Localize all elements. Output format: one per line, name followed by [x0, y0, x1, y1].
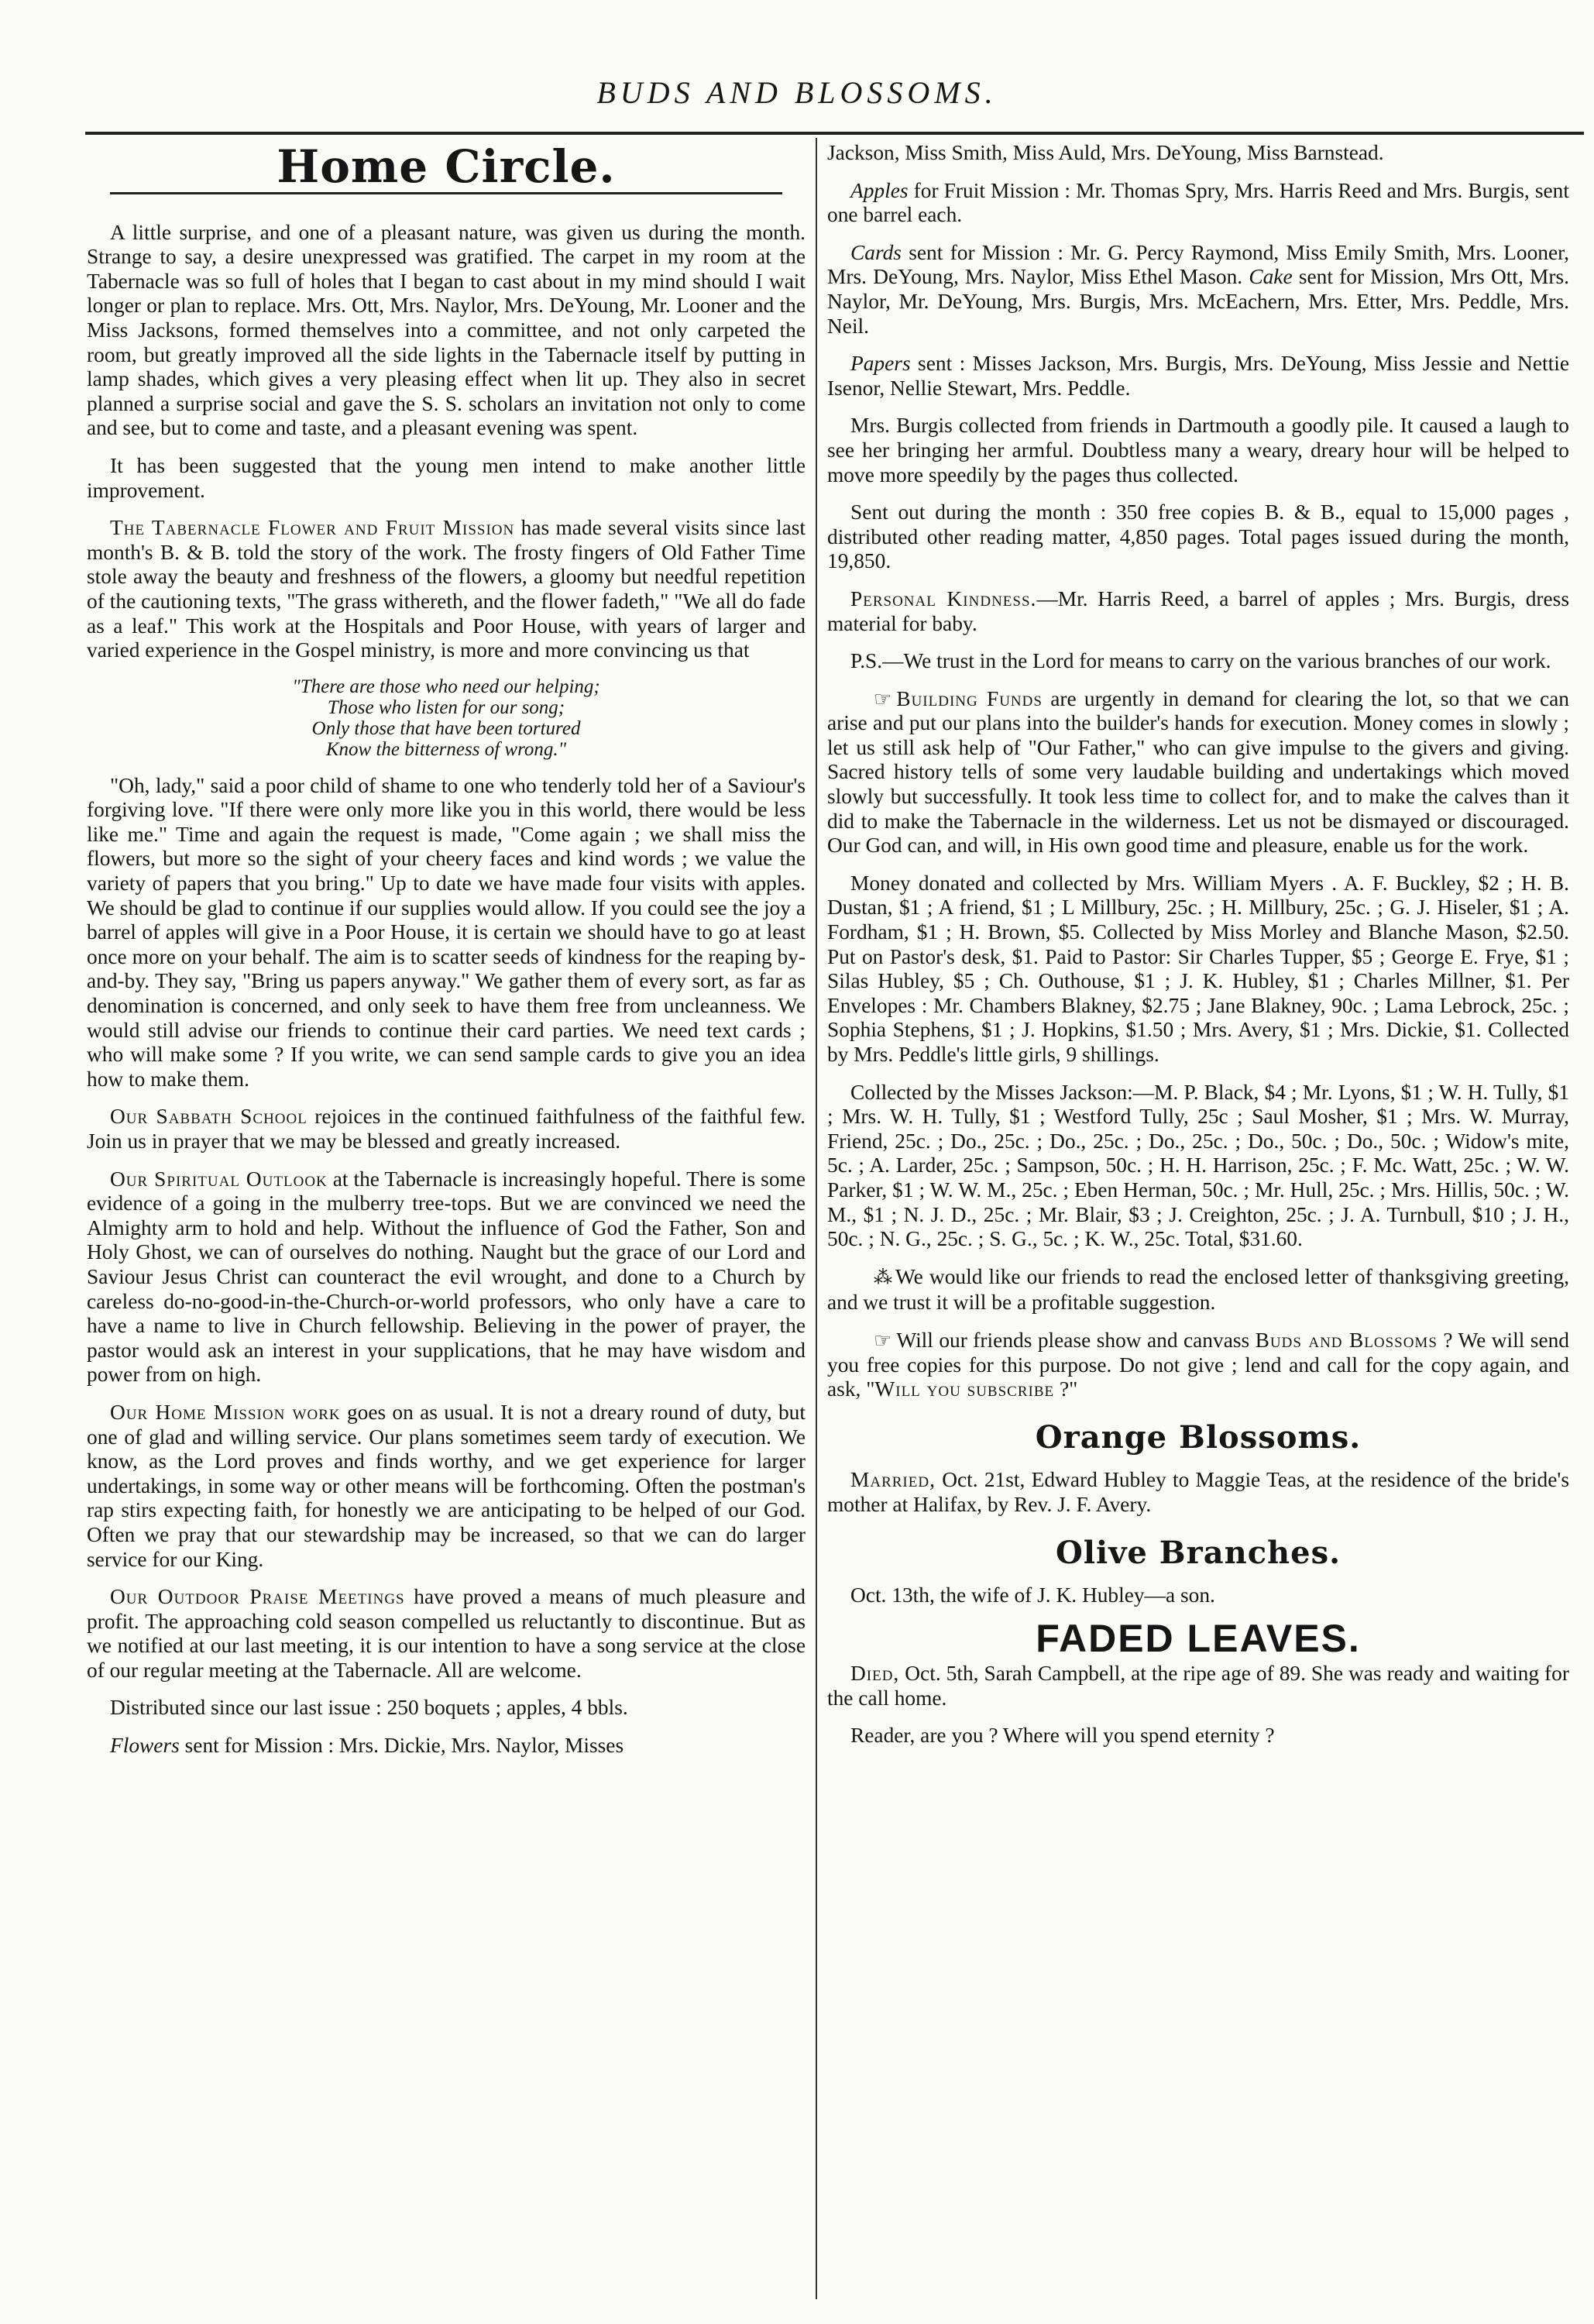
paragraph-ps: P.S.—We trust in the Lord for means to carry on the various branches of our work. — [850, 649, 1551, 673]
paragraph-misses-jackson: Collected by the Misses Jackson:—M. P. Black, $4 ; Mr. Lyons, $1 ; W. H. Tully, $1 ; Mrs. W. H. Tully, $1 ; Westford Tully, 25c ; Saul Mosher, $1 ; Mrs. W. Murray, Friend, 25c. ; Do., 25c. ; Do., 25c. ; Do., 25c. ; Do., 50c. ; Do., 50c. ; Widow's mite, 5c. ; A. Larder, 25c. ; Sampson, 50c. ; H. H. Harrison, 25c. ; F. Mc. Watt, 25c. ; W. W. Parker, $1 ; W. W. M., 25c. ; Eben Herman, 50c. ; Mr. Hull, 25c. ; Mrs. Hillis, 50c. ; W. M., $1 ; N. J. D., 25c. ; Mr. Blair, $3 ; J. Creighton, 25c. ; J. A. Turnbull, $10 ; J. H., 50c. ; N. G., 25c. ; S. G., 5c. ; K. W., 25c. Total, $31.60. — [827, 1080, 1569, 1251]
paragraph-spiritual-outlook — [87, 1167, 806, 1387]
paragraph-papers — [827, 352, 1569, 401]
paragraph-eternity: Reader, are you ? Where will you spend eternity ? — [850, 1724, 1275, 1748]
enclosed-letter-text: We would like our friends to read the enclosed letter of thanksgiving greeting, and we trust it will be a profitable suggestion. — [827, 1264, 1569, 1315]
cards-lead: Cards — [850, 240, 902, 264]
paragraph-flower-mission — [87, 516, 806, 663]
spiritual-outlook-text: at the Tabernacle is increasingly hopeful. There is some evidence of a going in the mulberry tree-tops. But we are convinced we need the Almighty arm to hold and help. Without the influence of God the Father, Son and Holy Ghost, we can of ourselves do nothing. Naught but the grace of our Lord and Saviour Jesus Christ can counteract the evil wrought, and done to a Church by careless do-no-good-in-the-Church-or-world professors, who only have a care to have a name to live in Church fellowship. Believing in the power of prayer, the pastor would ask an interest in your supplications, that he may have wisdom and power from on high. — [87, 1167, 806, 1387]
running-head: BUDS AND BLOSSOMS. — [596, 75, 998, 110]
flower-mission-text: has made several visits since last month's B. & B. told the story of the work. The frosty fingers of Old Father Time stole away the beauty and freshness of the flowers, a gloomy but needful repetition of the cautioning texts, "The grass withereth, and the flower fadeth," "We all do fade as a leaf." This work at the Hospitals and Poor House, with years of larger and varied experience in the Gospel ministry, is more and more convincing us that — [87, 516, 806, 662]
asterism-icon: ⁂ — [874, 1267, 892, 1288]
flowers-text: sent for Mission : Mrs. Dickie, Mrs. Naylor, Misses — [179, 1734, 624, 1758]
paragraph-married — [827, 1468, 1569, 1517]
praise-meetings-lead: Our Outdoor Praise Meetings — [110, 1585, 405, 1609]
right-column — [827, 141, 1569, 1762]
papers-text: sent : Misses Jackson, Mrs. Burgis, Mrs. DeYoung, Miss Jessie and Nettie Isenor, Nellie Stewart, Mrs. Peddle. — [827, 352, 1569, 400]
paragraph-improvement: It has been suggested that the young men intend to make another little improvement. — [87, 453, 806, 502]
canvass-text-c: ?" — [1054, 1377, 1078, 1401]
paragraph-birth: Oct. 13th, the wife of J. K. Hubley—a son. — [850, 1583, 1215, 1607]
buds-and-blossoms-name: Buds and Blossoms — [1255, 1328, 1438, 1352]
home-mission-text: goes on as usual. It is not a dreary round of duty, but one of glad and willing service. Our plans sometimes seem tardy of execution. We know, as the Lord proves and finds worthy, and we get experience for larger undertakings, in some way or other means will be forthcoming. Often the postman's rap stirs expecting faith, for honestly we are anticipating to be helped of our God. Often we pray that our stewardship may be increased, so that we can do larger service for our King. — [87, 1400, 806, 1571]
canvass-text-a: Will our friends please show and canvass — [896, 1328, 1256, 1352]
spiritual-outlook-lead: Our Spiritual Outlook — [110, 1167, 328, 1191]
apples-lead: Apples — [850, 178, 909, 202]
married-text: Oct. 21st, Edward Hubley to Maggie Teas, at the residence of the bride's mother at Halifax, by Rev. J. F. Avery. — [827, 1468, 1569, 1516]
paragraph-oh-lady: "Oh, lady," said a poor child of shame to one who tenderly told her of a Saviour's forgiving love. "If there were only more like you in this world, there would be less like me." Time and again the request is made, "Come again ; we shall miss the flowers, but more so the sight of your cheery faces and kind words ; we value the variety of papers that you bring." Up to date we have made four visits with apples. We should be glad to continue if our supplies would allow. If you could see the joy a barrel of apples will give in a Poor House, it is certain we should have to go at least once more on your behalf. The aim is to scatter seeds of kindness for the reaping by-and-by. They say, "Bring us papers anyway." We gather them of every sort, as far as denomination is concerned, and only seek to have them free from uncleanness. We would still advise our friends to continue their card parties. We need text cards ; who will make some ? If you write, we can send sample cards to give you an idea how to make them. — [87, 773, 806, 1091]
poem-line: Know the bitterness of wrong." — [325, 738, 567, 760]
paragraph-dartmouth: Mrs. Burgis collected from friends in Dartmouth a goodly pile. It caused a laugh to see her bringing her armful. Doubtless many a weary, dreary hour will be helped to move more speedily by the pages thus collected. — [827, 414, 1569, 486]
olive-branches-heading: Olive Branches. — [1055, 1534, 1342, 1571]
paragraph-money-donated: Money donated and collected by Mrs. William Myers . A. F. Buckley, $2 ; H. B. Dustan, $1 ; A friend, $1 ; L Millbury, 25c. ; H. Millbury, 25c. ; G. J. Hiseler, $1 ; A. Fordham, $1 ; H. Brown, $5. Collected by Miss Morley and Blanche Mason, $2.50. Put on Pastor's desk, $1. Paid to Pastor: Sir Charles Tupper, $5 ; George E. Frye, $1 ; Silas Hubley, $5 ; Ch. Outhouse, $1 ; J. K. Hubley, $1 ; Charles Millner, $1. Per Envelopes : Mr. Chambers Blakney, $2.75 ; Jane Blakney, 90c. ; Lama Lebrock, 25c. ; Sophia Stephens, $1 ; J. Hopkins, $1.50 ; Mrs. Avery, $1 ; Mrs. Dickie, $1. Collected by Mrs. Peddle's little girls, 9 shillings. — [827, 871, 1569, 1066]
poem-line: Those who listen for our song; — [327, 696, 565, 718]
paragraph-surprise: A little surprise, and one of a pleasant nature, was given us during the month. Strange to say, a desire unexpressed was gratified. The carpet in my room at the Tabernacle was so full of holes that I began to cast about in my mind should I wait longer or plan to replace. Mrs. Ott, Mrs. Naylor, Mrs. DeYoung, Mr. Looner and the Miss Jacksons, formed themselves into a committee, and not only carpeted the room, but greatly improved all the side lights in the Tabernacle itself by putting in lamp shades, which gives a very pleasing effect when lit up. They also in secret planned a surprise social and gave the S. S. scholars an invitation not only to come and see, but to come and taste, and a pleasant evening was spent. — [87, 220, 806, 440]
poem-line: Only those that have been tortured — [311, 717, 581, 739]
personal-kindness-lead: Personal Kindness. — [850, 586, 1037, 610]
died-lead: Died, — [850, 1662, 900, 1686]
died-text: Oct. 5th, Sarah Campbell, at the ripe age of 89. She was ready and waiting for the call home. — [827, 1662, 1569, 1710]
pointing-hand-icon: ☞ — [874, 687, 892, 710]
paragraph-personal-kindness — [827, 587, 1569, 636]
cards-text: sent for Mission : Mr. G. Percy Raymond, Miss Emily Smith, Mrs. Looner, Mrs. DeYoung, Mrs. Naylor, Miss Ethel Mason. — [827, 240, 1569, 289]
paragraph-canvass — [827, 1329, 1569, 1402]
paragraph-cards — [827, 241, 1569, 339]
paragraph-praise-meetings — [87, 1585, 806, 1683]
paragraph-flowers-sent — [87, 1734, 806, 1758]
paragraph-home-mission — [87, 1401, 806, 1572]
paragraph-enclosed-letter — [827, 1265, 1569, 1315]
cake-lead: Cake — [1249, 265, 1293, 289]
will-you-subscribe: Will you subscribe — [874, 1377, 1055, 1401]
papers-lead: Papers — [850, 352, 911, 376]
building-funds-lead: Building Funds — [896, 686, 1043, 710]
orange-blossoms-heading: Orange Blossoms. — [1035, 1418, 1362, 1456]
married-lead: Married, — [850, 1468, 936, 1492]
canvass-text-b: ? We will send you free copies for this purpose. Do not give ; lend and call for the copy again, and ask, " — [827, 1328, 1569, 1401]
flowers-lead: Flowers — [110, 1734, 180, 1758]
paragraph-apples — [827, 179, 1569, 228]
paragraph-died — [827, 1662, 1569, 1710]
sabbath-school-text: rejoices in the continued faithfulness of the faithful few. Join us in prayer that we may be blessed and greatly increased. — [87, 1105, 806, 1153]
poem-line: "There are those who need our helping; — [292, 676, 600, 697]
pointing-hand-icon: ☞ — [874, 1329, 892, 1352]
top-rule — [85, 132, 1584, 135]
cake-text: sent for Mission, Mrs Ott, Mrs. Naylor, Mr. DeYoung, Mrs. Burgis, Mrs. McEachern, Mrs. Etter, Mrs. Peddle, Mrs. Neil. — [827, 265, 1570, 338]
home-circle-heading: Home Circle. — [277, 140, 616, 193]
sabbath-school-lead: Our Sabbath School — [110, 1105, 307, 1129]
paragraph-sent-out: Sent out during the month : 350 free copies B. & B., equal to 15,000 pages , distributed other reading matter, 4,850 pages. Total pages issued during the month, 19,850. — [827, 500, 1569, 573]
praise-meetings-text: have proved a means of much pleasure and profit. The approaching cold season compelled us reluctantly to discontinue. But as we notified at our last meeting, it is our intention to have a song service at the close of our regular meeting at the Tabernacle. All are welcome. — [87, 1585, 806, 1682]
left-column — [87, 141, 806, 1772]
paragraph-distributed: Distributed since our last issue : 250 boquets ; apples, 4 bbls. — [110, 1696, 628, 1720]
building-funds-text: are urgently in demand for clearing the lot, so that we can arise and put our plans into the builder's hands for execution. Money comes in slowly ; let us still ask help of "Our Father," who can give impulse to the givers and giving. Sacred history tells of some very laudable building and undertakings which moved slowly but successfully. It took less time to collect for, and to make the calves than it did to make the Tabernacle in the wilderness. Let us not be dismayed or discouraged. Our God can, and will, in His own good time and pleasure, enable us for the work. — [827, 686, 1569, 858]
apples-text: for Fruit Mission : Mr. Thomas Spry, Mrs. Harris Reed and Mrs. Burgis, sent one barrel each. — [827, 178, 1569, 227]
paragraph-sabbath-school — [87, 1105, 806, 1153]
paragraph-continued-names: Jackson, Miss Smith, Miss Auld, Mrs. DeYoung, Miss Barnstead. — [827, 141, 1384, 164]
personal-kindness-text: —Mr. Harris Reed, a barrel of apples ; Mrs. Burgis, dress material for baby. — [827, 586, 1569, 635]
faded-leaves-heading: FADED LEAVES. — [1036, 1616, 1361, 1660]
column-divider — [816, 138, 817, 2299]
flower-mission-lead: The Tabernacle Flower and Fruit Mission — [110, 516, 515, 540]
home-mission-lead: Our Home Mission work — [110, 1400, 341, 1424]
poem-quote — [87, 676, 806, 760]
paragraph-building-funds — [827, 687, 1569, 858]
